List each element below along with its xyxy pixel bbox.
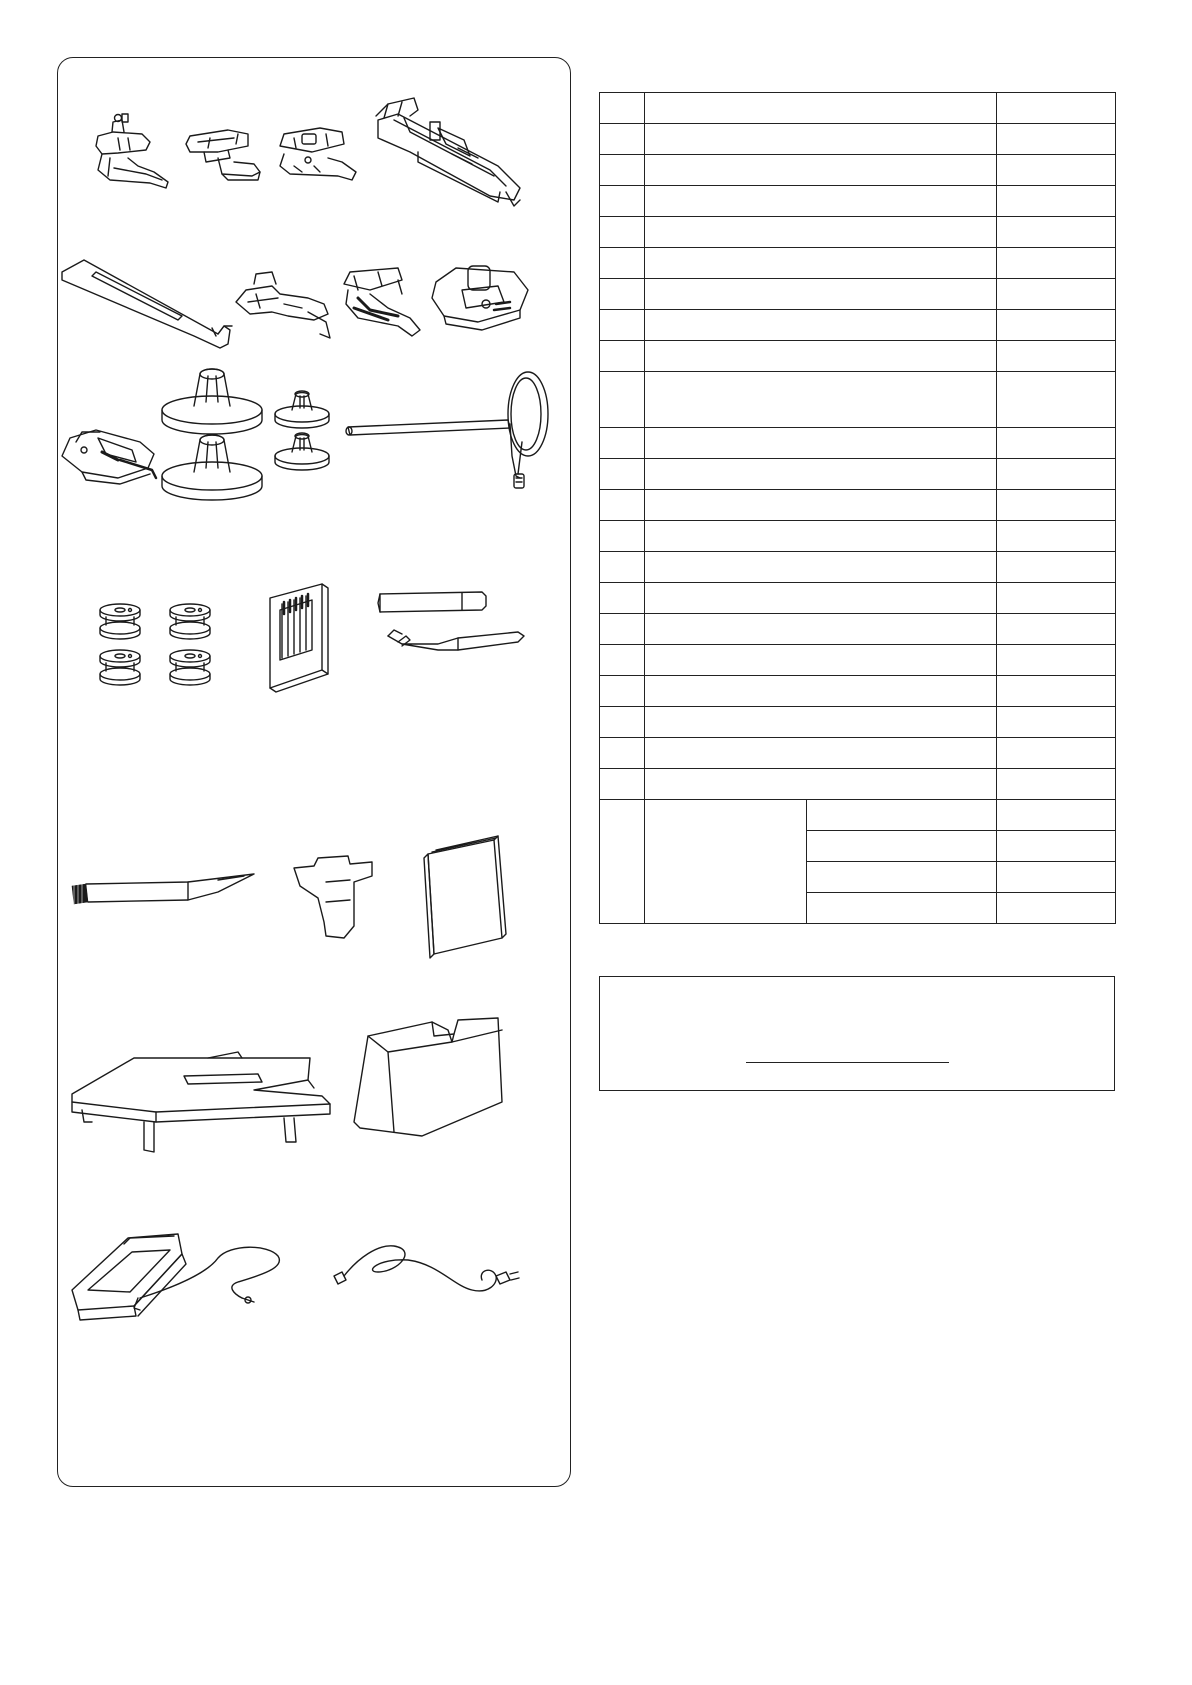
part-quantity [997, 93, 1116, 124]
row-number [600, 186, 645, 217]
lint-brush-icon [72, 874, 254, 904]
part-group-name [645, 800, 807, 924]
instruction-book-icon [424, 836, 506, 958]
row-number [600, 124, 645, 155]
bobbin-icon [100, 604, 210, 685]
part-quantity [997, 217, 1116, 248]
part-name [645, 186, 997, 217]
part-name [645, 372, 997, 428]
row-number [600, 738, 645, 769]
needle-set-icon [270, 584, 328, 692]
needle-plate-screwdriver-icon [294, 856, 372, 938]
part-name [645, 769, 997, 800]
part-name [645, 279, 997, 310]
row-number [600, 552, 645, 583]
table-row [600, 372, 1116, 428]
screwdriver-icon [378, 592, 486, 612]
part-name [645, 310, 997, 341]
part-name [645, 155, 997, 186]
small-spool-holder-icon [275, 391, 329, 470]
part-quantity [997, 459, 1116, 490]
table-row [600, 490, 1116, 521]
part-quantity [997, 490, 1116, 521]
row-number [600, 310, 645, 341]
part-name [645, 707, 997, 738]
part-name [645, 583, 997, 614]
table-row [600, 521, 1116, 552]
part-name [645, 738, 997, 769]
spool-pin-icon [346, 372, 548, 488]
row-number [600, 248, 645, 279]
table-row [600, 279, 1116, 310]
table-row [600, 769, 1116, 800]
quilting-guide-icon [62, 260, 232, 348]
table-row [600, 428, 1116, 459]
row-number [600, 614, 645, 645]
part-quantity [997, 583, 1116, 614]
note-underline [746, 1062, 949, 1063]
part-quantity [997, 521, 1116, 552]
part-quantity [997, 552, 1116, 583]
table-row [600, 645, 1116, 676]
row-number [600, 583, 645, 614]
zigzag-foot-icon [96, 114, 168, 188]
button-sewing-foot-icon [432, 266, 528, 330]
row-number [600, 93, 645, 124]
row-number [600, 521, 645, 552]
semi-hard-cover-icon [354, 1018, 502, 1136]
row-number [600, 490, 645, 521]
table-row [600, 676, 1116, 707]
darning-foot-icon [62, 430, 156, 484]
part-quantity [997, 279, 1116, 310]
sub-part-name [807, 893, 997, 924]
part-quantity [997, 645, 1116, 676]
part-name [645, 614, 997, 645]
part-name [645, 490, 997, 521]
sub-part-quantity [997, 893, 1116, 924]
part-name [645, 645, 997, 676]
zipper-foot-icon [344, 268, 420, 336]
part-name [645, 459, 997, 490]
note-box [599, 976, 1115, 1091]
table-row [600, 124, 1116, 155]
sub-part-name [807, 831, 997, 862]
row-number [600, 372, 645, 428]
buttonhole-foot-icon [376, 98, 520, 206]
part-quantity [997, 310, 1116, 341]
table-row [600, 341, 1116, 372]
overedge-foot-icon [186, 130, 260, 180]
part-name [645, 93, 997, 124]
sub-part-name [807, 800, 997, 831]
row-number [600, 279, 645, 310]
table-row [600, 186, 1116, 217]
part-quantity [997, 124, 1116, 155]
table-row [600, 217, 1116, 248]
satin-stitch-foot-icon [280, 128, 356, 180]
row-number [600, 707, 645, 738]
part-quantity [997, 614, 1116, 645]
part-quantity [997, 707, 1116, 738]
table-row-group [600, 800, 1116, 831]
row-number [600, 155, 645, 186]
table-row [600, 459, 1116, 490]
parts-table [599, 92, 1116, 924]
part-name [645, 428, 997, 459]
table-row [600, 583, 1116, 614]
part-quantity [997, 341, 1116, 372]
part-name [645, 676, 997, 707]
part-quantity [997, 769, 1116, 800]
part-name [645, 521, 997, 552]
part-quantity [997, 676, 1116, 707]
foot-control-icon [72, 1234, 279, 1320]
row-number [600, 645, 645, 676]
table-row [600, 310, 1116, 341]
power-cord-icon [334, 1246, 519, 1291]
part-quantity [997, 155, 1116, 186]
part-name [645, 124, 997, 155]
sub-part-quantity [997, 800, 1116, 831]
row-number [600, 459, 645, 490]
sub-part-quantity [997, 831, 1116, 862]
sub-part-name [807, 862, 997, 893]
table-row [600, 614, 1116, 645]
blind-hem-foot-icon [236, 272, 330, 338]
table-row [600, 738, 1116, 769]
part-quantity [997, 428, 1116, 459]
sub-part-quantity [997, 862, 1116, 893]
seam-ripper-icon [388, 630, 524, 650]
part-quantity [997, 372, 1116, 428]
part-quantity [997, 738, 1116, 769]
row-number [600, 769, 645, 800]
table-row [600, 707, 1116, 738]
extension-table-icon [72, 1052, 330, 1152]
row-number [600, 800, 645, 924]
large-spool-holder-icon [162, 369, 262, 500]
row-number [600, 341, 645, 372]
table-row [600, 93, 1116, 124]
row-number [600, 428, 645, 459]
table-row [600, 248, 1116, 279]
table-row [600, 552, 1116, 583]
part-name [645, 217, 997, 248]
part-quantity [997, 186, 1116, 217]
part-name [645, 552, 997, 583]
part-name [645, 248, 997, 279]
part-name [645, 341, 997, 372]
accessories-illustration-panel [57, 57, 571, 1487]
row-number [600, 676, 645, 707]
row-number [600, 217, 645, 248]
part-quantity [997, 248, 1116, 279]
table-row [600, 155, 1116, 186]
